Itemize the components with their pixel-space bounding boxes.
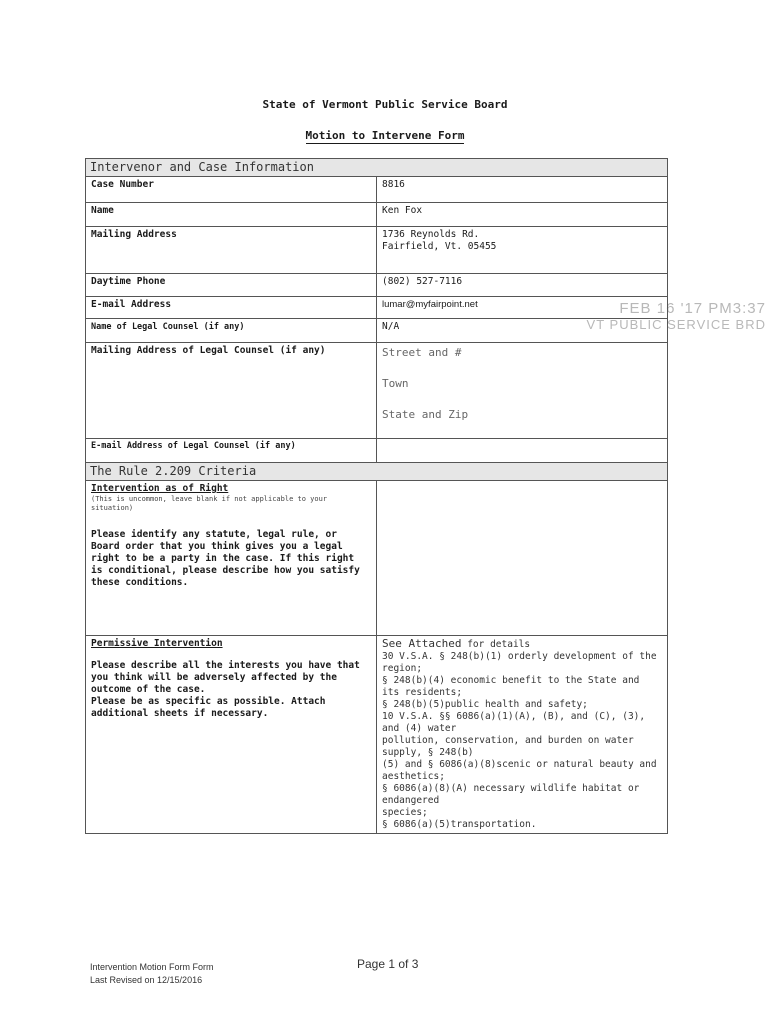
section-header-criteria: The Rule 2.209 Criteria: [86, 463, 668, 481]
statute-line: 10 V.S.A. §§ 6086(a)(1)(A), (B), and (C), (3), and (4) water: [382, 711, 646, 734]
name-row: [86, 203, 668, 227]
see-attached-text: See Attached: [382, 637, 462, 650]
statute-line: (5) and § 6086(a)(8)scenic or natural beauty and aesthetics;: [382, 759, 657, 782]
counsel-address-row: [86, 343, 668, 439]
counsel-email-row: [86, 439, 668, 463]
daytime-phone-label: Daytime Phone: [86, 274, 377, 297]
intervention-right-row: [86, 481, 668, 636]
permissive-cell: [86, 636, 377, 834]
email-row: [86, 297, 668, 319]
legal-counsel-row: [86, 319, 668, 343]
see-attached-line: [382, 638, 662, 651]
intervention-right-label: Intervention as of Right: [91, 483, 229, 494]
counsel-address-field[interactable]: [377, 343, 668, 439]
permissive-field[interactable]: [377, 636, 668, 834]
mailing-address-field[interactable]: [377, 227, 668, 274]
counsel-email-label: E-mail Address of Legal Counsel (if any): [86, 439, 377, 463]
see-attached-tail: for details: [461, 639, 531, 650]
document-title: State of Vermont Public Service Board: [262, 98, 508, 111]
address-line-1: 1736 Reynolds Rd.: [382, 229, 480, 240]
daytime-phone-field[interactable]: (802) 527-7116: [377, 274, 668, 297]
intervention-right-instructions: Please identify any statute, legal rule, or Board order that you think gives you a legal right to be a party in the case. If this right is conditional, please describe how you satisfy these conditions.: [91, 529, 360, 588]
statute-line: § 6086(a)(8)(A) necessary wildlife habitat or endangered: [382, 783, 640, 806]
intervention-right-cell: [86, 481, 377, 636]
statute-line: § 248(b)(4) economic benefit to the State and its residents;: [382, 675, 640, 698]
legal-counsel-label: Name of Legal Counsel (if any): [86, 319, 377, 343]
state-zip-placeholder: State and Zip: [382, 408, 469, 421]
statute-line: § 248(b)(5)public health and safety;: [382, 699, 588, 710]
address-line-2: Fairfield, Vt. 05455: [382, 241, 497, 252]
statute-line: § 6086(a)(5)transportation.: [382, 819, 537, 830]
statute-line: 30 V.S.A. § 248(b)(1) orderly development of the region;: [382, 651, 657, 674]
permissive-label: Permissive Intervention: [91, 638, 223, 649]
case-number-field[interactable]: 8816: [377, 177, 668, 203]
section-header-intervenor: Intervenor and Case Information: [86, 159, 668, 177]
statute-line: species;: [382, 807, 428, 818]
mailing-address-row: [86, 227, 668, 274]
permissive-instructions-2: Please be as specific as possible. Attach additional sheets if necessary.: [91, 696, 326, 719]
footer-form-name: Intervention Motion Form Form: [90, 962, 214, 972]
received-stamp-date: FEB 16 '17 PM3:37: [619, 300, 766, 317]
town-placeholder: Town: [382, 377, 409, 390]
street-placeholder: Street and #: [382, 346, 462, 359]
counsel-email-field[interactable]: [377, 439, 668, 463]
email-label: E-mail Address: [86, 297, 377, 319]
legal-counsel-field[interactable]: N/A: [377, 319, 668, 343]
form-title-text: Motion to Intervene Form: [305, 129, 465, 142]
case-number-row: [86, 177, 668, 203]
criteria-header-row: [86, 463, 668, 481]
case-number-label: Case Number: [86, 177, 377, 203]
intervention-right-field[interactable]: [377, 481, 668, 636]
section-header-row: [86, 159, 668, 177]
statute-line: pollution, conservation, and burden on water supply, § 248(b): [382, 735, 634, 758]
page-number: Page 1 of 3: [357, 957, 419, 971]
permissive-instructions-1: Please describe all the interests you have that you think will be adversely affected by the outcome of the case.: [91, 660, 360, 695]
footer-revised-date: Last Revised on 12/15/2016: [90, 975, 203, 985]
email-field[interactable]: lumar@myfairpoint.net: [377, 297, 668, 319]
form-title: [0, 129, 770, 142]
daytime-phone-row: [86, 274, 668, 297]
counsel-address-label: Mailing Address of Legal Counsel (if any): [86, 343, 377, 439]
name-label: Name: [86, 203, 377, 227]
received-stamp-agency: VT PUBLIC SERVICE BRD: [586, 317, 766, 332]
permissive-row: [86, 636, 668, 834]
mailing-address-label: Mailing Address: [86, 227, 377, 274]
intervene-form-table: [85, 158, 668, 834]
name-field[interactable]: Ken Fox: [377, 203, 668, 227]
intervention-right-note: (This is uncommon, leave blank if not applicable to your situation): [91, 495, 328, 512]
